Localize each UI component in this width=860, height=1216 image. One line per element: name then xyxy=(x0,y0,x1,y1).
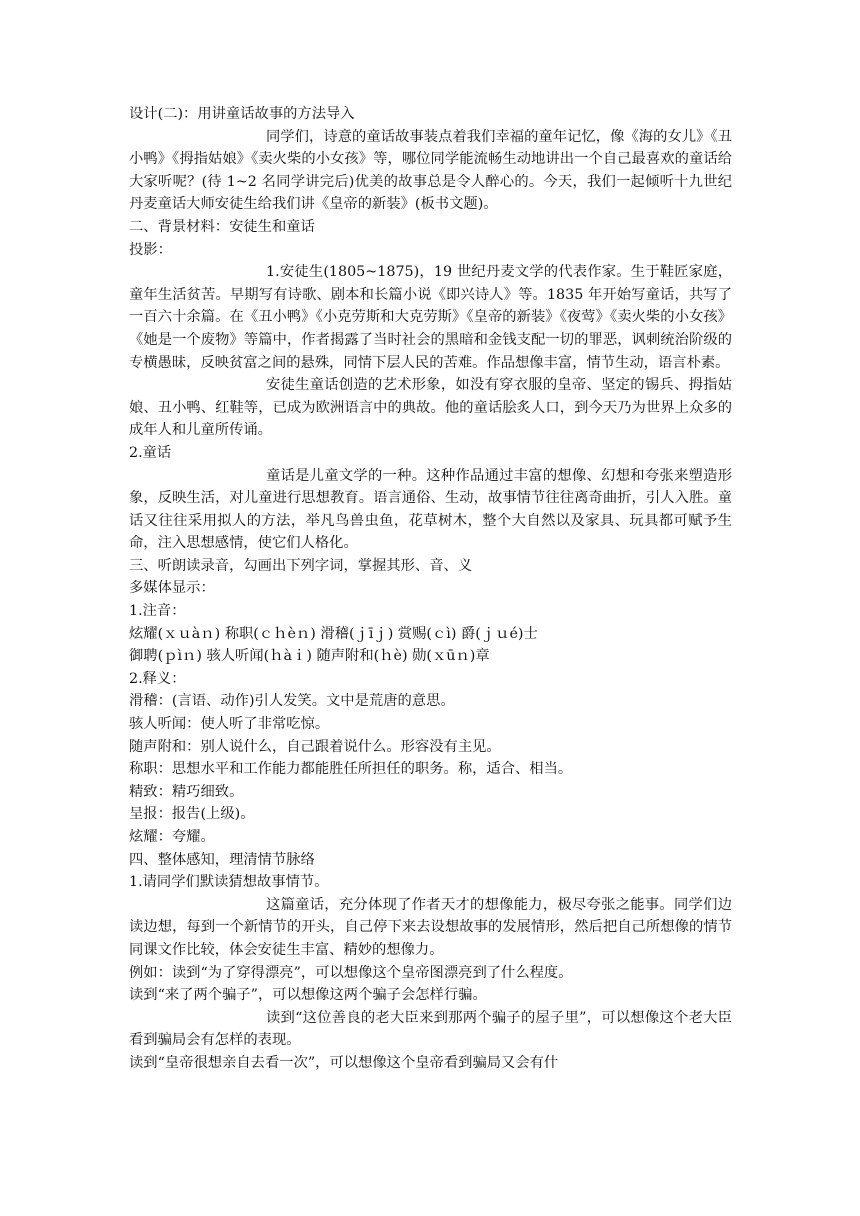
definition-item: 随声附和：别人说什么，自己跟着说什么。形容没有主见。 xyxy=(129,738,501,755)
example-line: 读到“来了两个骗子”，可以想像这两个骗子会怎样行骗。 xyxy=(129,987,487,1004)
section-heading-background: 二、背景材料：安徒生和童话 xyxy=(129,218,315,235)
design-heading: 设计(二)：用讲童话故事的方法导入 xyxy=(129,106,355,122)
definition-item: 骇人听闻：使人听了非常吃惊。 xyxy=(129,716,330,733)
definition-item: 炫耀：夸耀。 xyxy=(129,829,215,845)
definition-item: 精致：精巧细致。 xyxy=(129,783,244,800)
fairy-tale-definition-paragraph: 童话是儿童文学的一种。这种作品通过丰富的想像、幻想和夸张来塑造形象，反映生活，对儿童进行思想教育。语言通俗、生动，故事情节往往离奇曲折，引人入胜。童话又往往采用拟人的方法，举凡鸟兽虫鱼，花草树木，整个大自然以及家具、玩具都可赋予生命，注入思想感情，使它们人格化。 xyxy=(129,467,732,552)
section-heading-overview: 四、整体感知，理清情节脉络 xyxy=(129,851,315,868)
imagination-paragraph: 这篇童话，充分体现了作者天才的想像能力，极尽夸张之能事。同学们边读边想，每到一个新情节的开头，自己停下来去设想故事的发展情形，然后把自己所想像的情节同课文作比较，体会安徒生丰富、精妙的想像力。 xyxy=(129,896,732,958)
example-line: 例如：读到“为了穿得漂亮”，可以想像这个皇帝图漂亮到了什么程度。 xyxy=(129,964,573,981)
pinyin-line-1: 炫耀(ｘｕàｎ) 称职(ｃｈèｎ) 滑稽(ｊīｊ) 赏赐(ｃì) 爵(ｊｕé)士 xyxy=(129,625,538,642)
definition-item: 称职：思想水平和工作能力都能胜任所担任的职务。称，适合、相当。 xyxy=(129,761,573,778)
intro-paragraph: 同学们，诗意的童话故事装点着我们幸福的童年记忆，像《海的女儿》《丑小鸭》《拇指姑娘》《卖火柴的小女孩》等，哪位同学能流畅生动地讲出一个自己最喜欢的童话给大家听呢？(待 1~2 名同学讲完后)优美的故事总是令人醉心的。今天，我们一起倾听十九世纪丹麦童话大师安徒生给我们讲《皇帝的新装》(板书文题)。 xyxy=(129,128,732,213)
definition-item: 呈报：报告(上级)。 xyxy=(129,806,255,823)
document-body xyxy=(129,103,732,1075)
fairy-tale-subheading: 2.童话 xyxy=(129,444,172,461)
multimedia-label: 多媒体显示： xyxy=(129,580,215,597)
definition-item: 滑稽：(言语、动作)引人发笑。文中是荒唐的意思。 xyxy=(129,693,455,710)
projection-label: 投影： xyxy=(129,241,172,258)
section-heading-listening: 三、听朗读录音，勾画出下列字词，掌握其形、音、义 xyxy=(129,557,473,574)
definitions-subheading: 2.释义： xyxy=(129,670,186,687)
silent-reading-subheading: 1.请同学们默读猜想故事情节。 xyxy=(129,874,329,891)
example-line-truncated: 读到“皇帝很想亲自去看一次”，可以想像这个皇帝看到骗局又会有什 xyxy=(129,1054,559,1071)
andersen-images-paragraph: 安徒生童话创造的艺术形象，如没有穿衣服的皇帝、坚定的锡兵、拇指姑娘、丑小鸭、红鞋等，已成为欧洲语言中的典故。他的童话脍炙人口，到今天乃为世界上众多的成年人和儿童所传诵。 xyxy=(129,377,732,439)
pinyin-subheading: 1.注音： xyxy=(129,603,186,620)
example-paragraph: 读到“这位善良的老大臣来到那两个骗子的屋子里”，可以想像这个老大臣看到骗局会有怎样的表现。 xyxy=(129,1009,732,1049)
pinyin-line-2: 御聘(ｐìｎ) 骇人听闻(ｈàｉ) 随声附和(ｈè) 勋(ｘūｎ)章 xyxy=(129,648,490,665)
andersen-bio-paragraph: 1.安徒生(1805~1875)，19 世纪丹麦文学的代表作家。生于鞋匠家庭，童年生活贫苦。早期写有诗歌、剧本和长篇小说《即兴诗人》等。1835 年开始写童话，共写了一百六十余篇。在《丑小鸭》《小克劳斯和大克劳斯》《皇帝的新装》《夜莺》《卖火柴的小女孩》《她是一个废物》等篇中，作者揭露了当时社会的黑暗和金钱支配一切的罪恶，讽刺统治阶级的专横愚昧，反映贫富之间的悬殊，同情下层人民的苦难。作品想像丰富，情节生动，语言朴素。 xyxy=(129,264,732,371)
